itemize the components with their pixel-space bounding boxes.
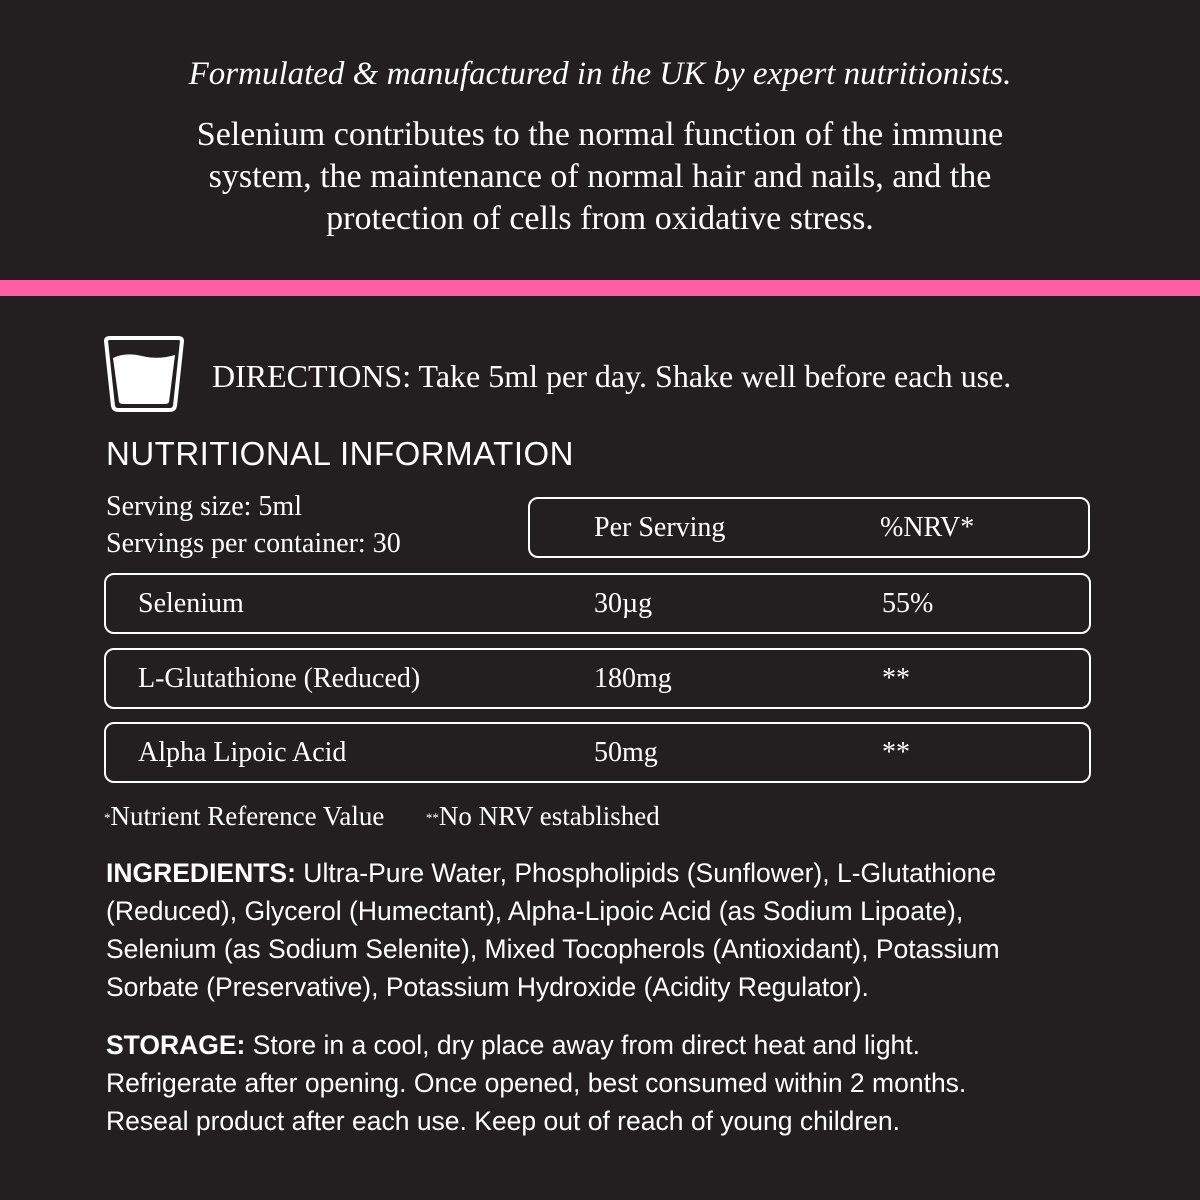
nutrient-nrv: **	[882, 662, 910, 694]
ingredients-text: Ultra-Pure Water, Phospholipids (Sunflower), L-Glutathione	[295, 858, 997, 888]
directions-text: DIRECTIONS: Take 5ml per day. Shake well before each use.	[212, 358, 1012, 394]
nutrient-amount: 50mg	[594, 736, 658, 768]
ingredients-line: Sorbate (Preservative), Potassium Hydroxide (Acidity Regulator).	[106, 972, 869, 1002]
table-row	[104, 573, 1091, 634]
nutrient-nrv: **	[882, 736, 910, 768]
storage-label: STORAGE:	[106, 1030, 246, 1060]
serving-size: Serving size: 5ml	[106, 491, 302, 522]
nutrient-amount: 30µg	[594, 587, 653, 619]
claim-line: protection of cells from oxidative stress.	[326, 200, 874, 237]
footnote-nrv: Nutrient Reference Value	[110, 801, 385, 831]
storage-line: Reseal product after each use. Keep out of reach of young children.	[106, 1106, 901, 1136]
ingredients-section	[106, 854, 1106, 1006]
column-header-nrv: %NRV*	[880, 511, 975, 543]
claim-line: system, the maintenance of normal hair and nails, and the	[208, 158, 992, 195]
accent-divider	[0, 280, 1200, 296]
serving-info	[106, 488, 401, 562]
storage-line	[106, 1026, 1106, 1064]
servings-per-container: Servings per container: 30	[106, 528, 401, 559]
storage-section	[106, 1026, 1106, 1140]
ingredients-line: (Reduced), Glycerol (Humectant), Alpha-Lipoic Acid (as Sodium Lipoate),	[106, 896, 964, 926]
table-header	[528, 497, 1090, 558]
storage-text: Store in a cool, dry place away from direct heat and light.	[245, 1030, 921, 1060]
storage-line: Refrigerate after opening. Once opened, best consumed within 2 months.	[106, 1068, 967, 1098]
ingredients-line	[106, 854, 1106, 892]
table-row	[104, 722, 1091, 783]
glass-icon	[102, 336, 186, 412]
claim-line: Selenium contributes to the normal function of the immune	[196, 116, 1004, 153]
nutrient-nrv: 55%	[882, 587, 934, 619]
nrv-footnotes	[104, 798, 660, 834]
nutrient-amount: 180mg	[594, 662, 672, 694]
ingredients-label: INGREDIENTS:	[106, 858, 296, 888]
health-claim	[90, 114, 1110, 240]
nutrient-name: Selenium	[138, 587, 244, 619]
ingredients-line: Selenium (as Sodium Selenite), Mixed Tocopherols (Antioxidant), Potassium	[106, 934, 1000, 964]
tagline: Formulated & manufactured in the UK by expert nutritionists.	[188, 56, 1012, 92]
footnote-mark: **	[425, 810, 439, 825]
nutrient-name: Alpha Lipoic Acid	[138, 736, 347, 768]
column-header-per-serving: Per Serving	[594, 511, 726, 543]
footnote-mark: *	[104, 810, 111, 825]
nutrient-name: L-Glutathione (Reduced)	[138, 662, 421, 694]
footnote-no-nrv: No NRV established	[438, 801, 660, 831]
table-row	[104, 648, 1091, 709]
nutrition-title: NUTRITIONAL INFORMATION	[106, 435, 574, 472]
